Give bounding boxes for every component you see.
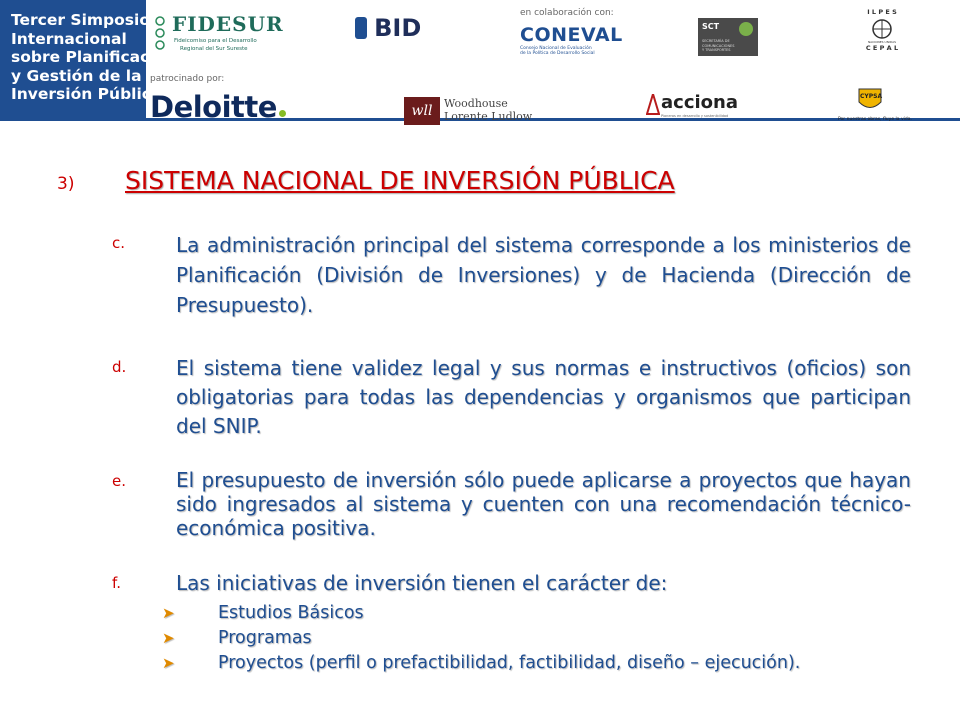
section-title: SISTEMA NACIONAL DE INVERSIÓN PÚBLICA xyxy=(125,166,675,195)
cypsa-shield-icon xyxy=(856,86,884,114)
arrow-bullet-icon: ➤ xyxy=(162,629,175,647)
coneval-logo: CONEVAL Consejo Nacional de Evaluación de la Política de Desarrollo Social xyxy=(520,24,623,56)
deloitte-dot-icon xyxy=(279,110,286,117)
deloitte-logo: Deloitte xyxy=(150,90,286,124)
arrow-bullet-icon: ➤ xyxy=(162,654,175,672)
item-label: f. xyxy=(112,574,121,592)
cypsa-logo: CYPSA Por nuestras obras, fluye la vida. xyxy=(836,86,906,126)
event-title-box xyxy=(0,0,177,120)
acciona-leaf-icon xyxy=(646,94,660,116)
sub-item-text: Programas xyxy=(218,628,312,648)
mexico-seal-icon xyxy=(738,21,754,37)
sub-list-item xyxy=(162,628,312,648)
fidesur-emblem-icon xyxy=(150,13,170,53)
collab-caption: en colaboración con: xyxy=(520,8,614,18)
bid-emblem-icon xyxy=(355,17,367,39)
event-title-line: y Gestión de la xyxy=(11,66,142,85)
woodhouse-logo: wll Woodhouse Lorente Ludlow xyxy=(404,97,538,127)
list-item xyxy=(112,570,912,596)
list-item xyxy=(112,354,912,441)
event-title-line: Inversión Pública xyxy=(11,85,162,103)
sub-item-text: Proyectos (perfil o prefactibilidad, factibilidad, diseño – ejecución). xyxy=(218,653,801,673)
un-emblem-icon xyxy=(858,18,906,40)
ilpes-cepal-logo: I L P E S NACIONES UNIDAS C E P A L xyxy=(858,8,906,62)
sponsor-caption: patrocinado por: xyxy=(150,74,225,84)
event-title-line: Tercer Simposio xyxy=(11,11,150,29)
list-item xyxy=(112,230,912,320)
acciona-logo: acciona Pioneros en desarrollo y sostenibilidad xyxy=(646,92,738,122)
item-label: c. xyxy=(112,234,126,252)
item-text: El sistema tiene validez legal y sus normas e instructivos (oficios) son obligatorias para todas las dependencias y organismos que participan del SNIP. xyxy=(176,356,911,438)
fidesur-logo: FIDESUR Fideicomiso para el Desarrollo Regional del Sur Sureste xyxy=(150,8,268,58)
bid-logo: BID xyxy=(355,17,421,40)
section-number: 3) xyxy=(57,174,75,194)
arrow-bullet-icon: ➤ xyxy=(162,604,175,622)
item-label: e. xyxy=(112,472,126,490)
sct-logo: SCT SECRETARÍA DE COMUNICACIONES Y TRANSPORTES xyxy=(698,18,758,56)
sub-list-item xyxy=(162,653,800,673)
item-label: d. xyxy=(112,358,127,376)
event-title-line: Internacional xyxy=(11,29,127,48)
section-heading xyxy=(57,166,675,195)
event-title-line: sobre Planificación xyxy=(11,48,177,66)
item-text: El presupuesto de inversión sólo puede aplicarse a proyectos que hayan sido ingresados al sistema y cuenten con una recomendación técnico-económica positiva. xyxy=(176,468,911,540)
list-item xyxy=(112,468,912,540)
sub-list-item xyxy=(162,603,364,623)
sub-item-text: Estudios Básicos xyxy=(218,603,364,623)
item-text: Las iniciativas de inversión tienen el carácter de: xyxy=(176,571,668,595)
item-text: La administración principal del sistema corresponde a los ministerios de Planificación (División de Inversiones) y de Hacienda (Dirección de Presupuesto). xyxy=(176,233,911,317)
